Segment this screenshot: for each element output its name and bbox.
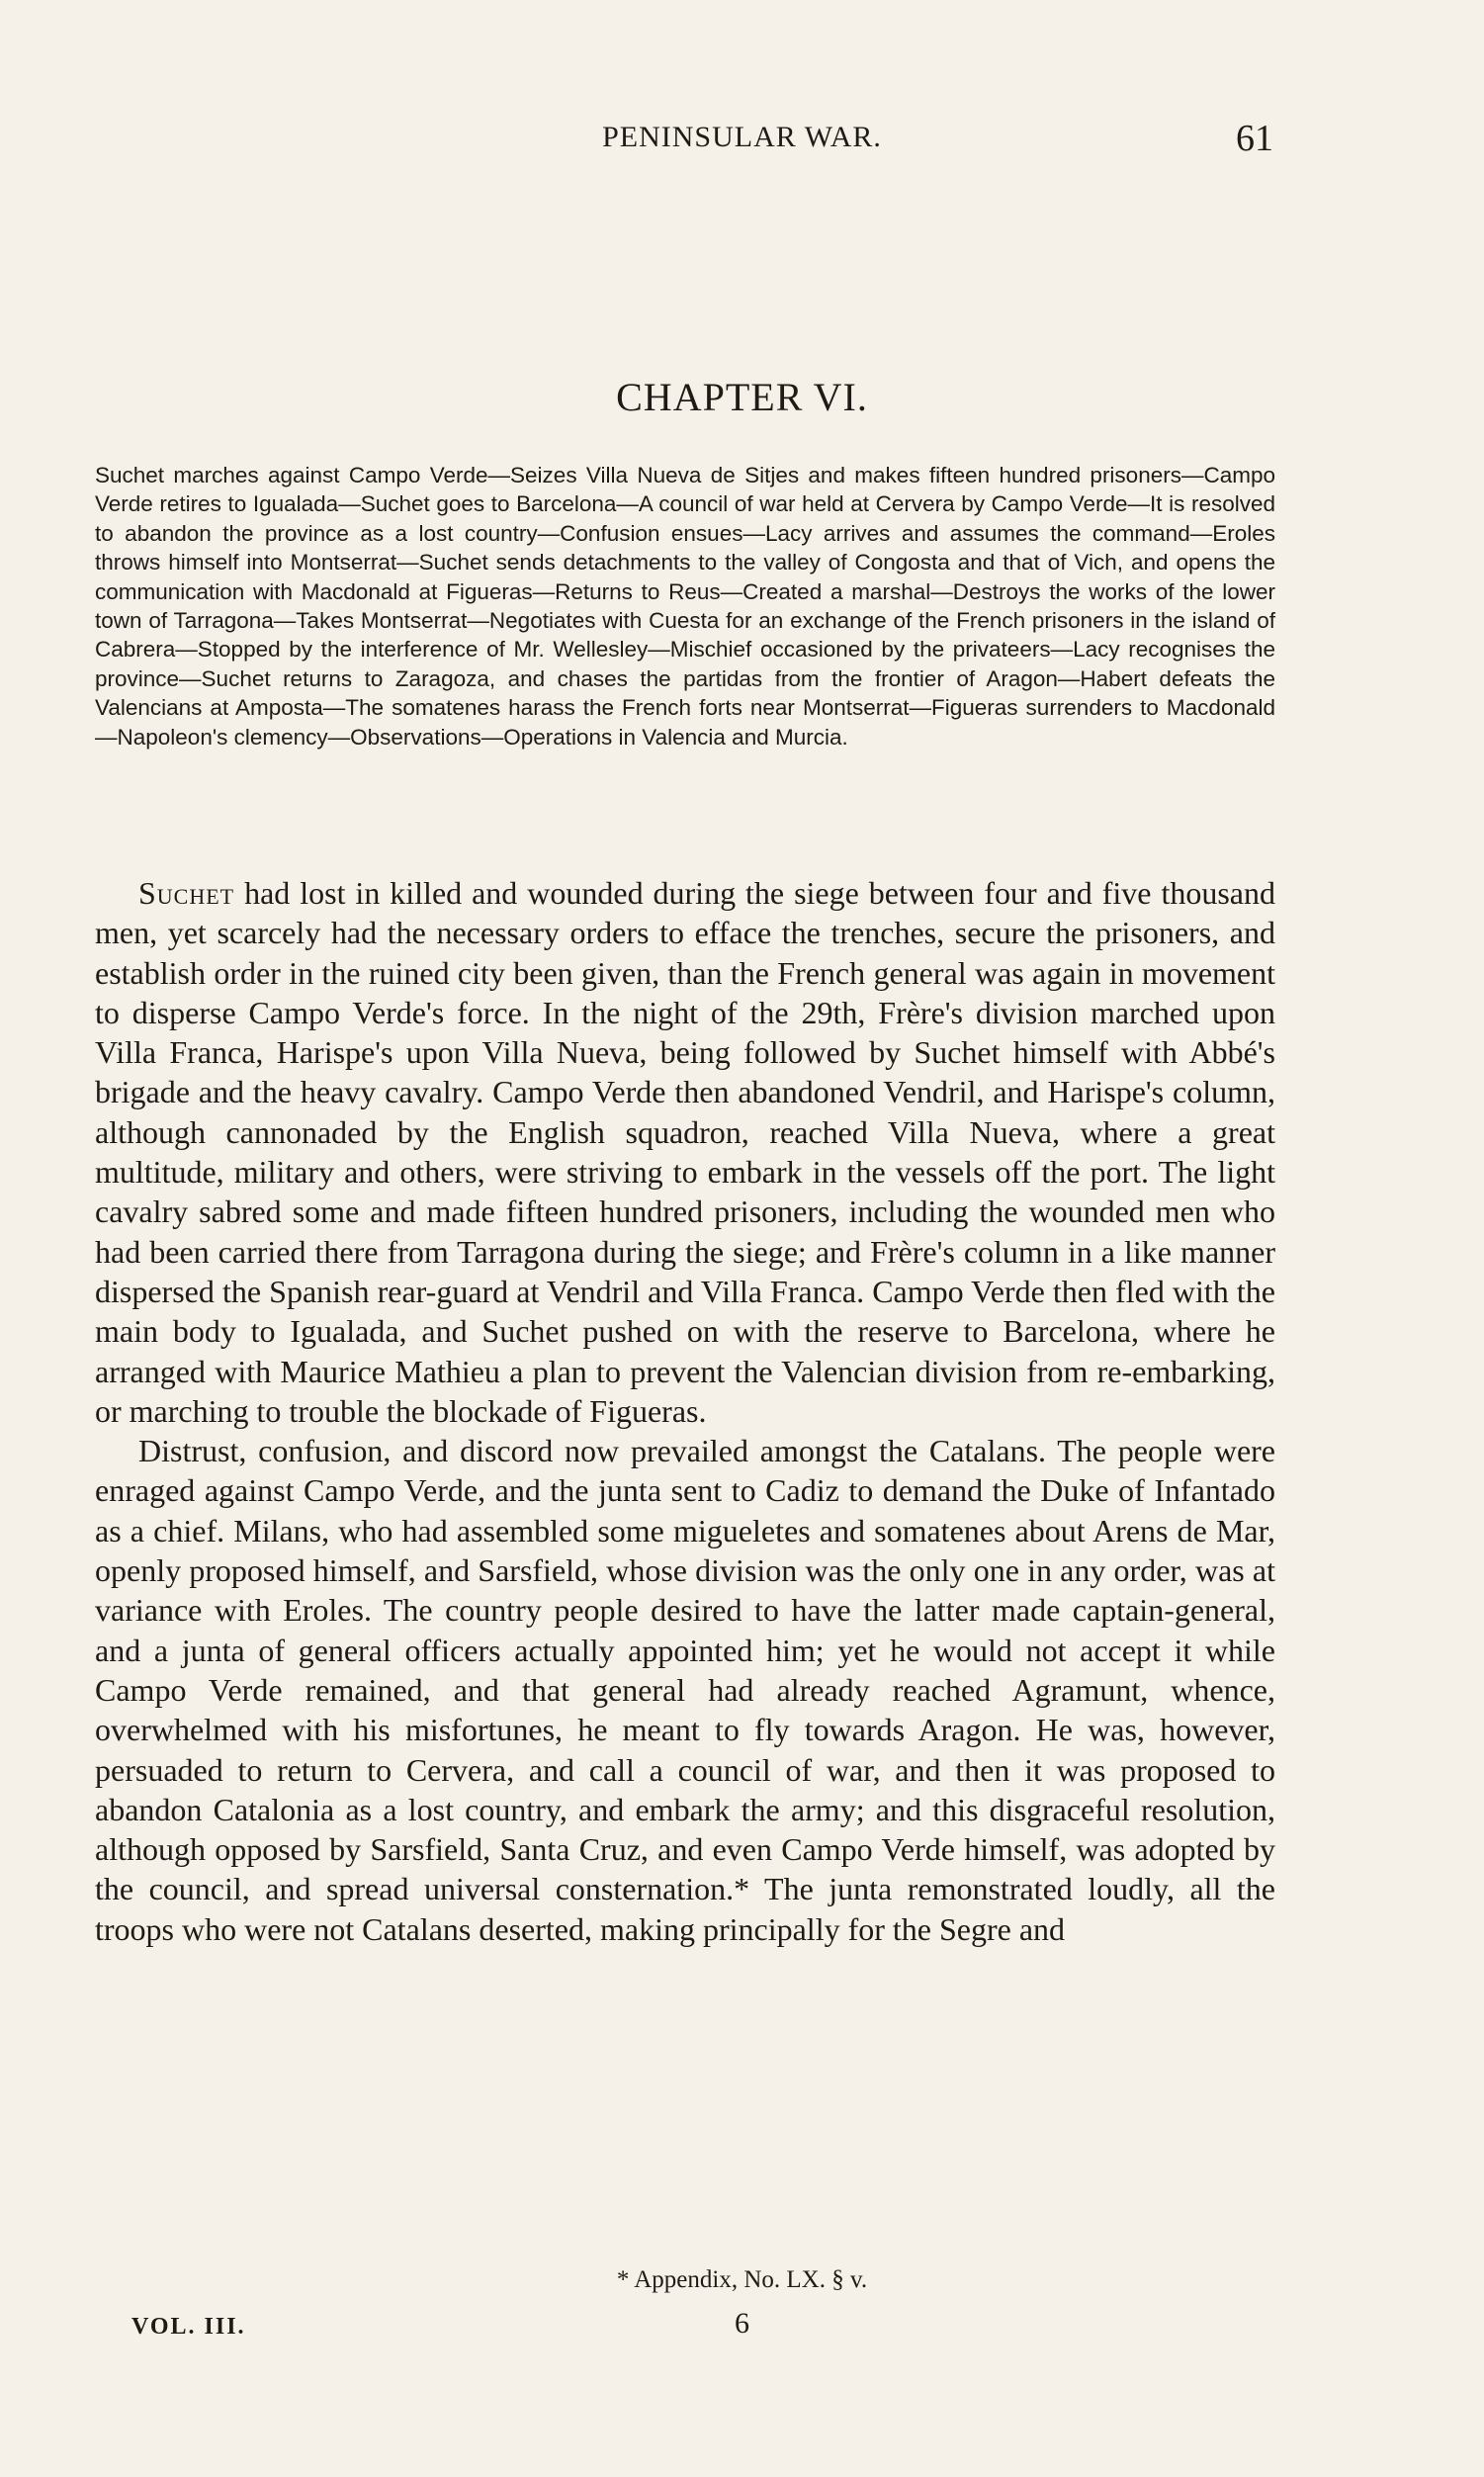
chapter-title: CHAPTER VI. [616,375,868,419]
signature-mark: 6 [735,2307,749,2340]
running-title: PENINSULAR WAR. [602,121,882,153]
body-text [95,873,1275,1949]
lead-word: Suchet [138,875,235,911]
running-head [0,117,1484,159]
paragraph-1-text: had lost in killed and wounded during the siege between four and five thousand men, yet scarcely had the necessary orders to efface the trenches, secure the prisoners, and establish order in the ruined city been given, than the French general was again in movement to disperse Campo Verde's force. In the night of the 29th, Frère's division marched upon Villa Franca, Harispe's upon Villa Nueva, being followed by Suchet himself with Abbé's brigade and the heavy cavalry. Campo Verde then abandoned Vendril, and Harispe's column, although cannonaded by the English squadron, reached Villa Nueva, where a great multitude, military and others, were striving to embark in the vessels off the port. The light cavalry sabred some and made fifteen hundred prisoners, including the wounded men who had been carried there from Tarragona during the siege; and Frère's column in a like manner dispersed the Spanish rear-guard at Vendril and Villa Franca. Campo Verde then fled with the main body to Igualada, and Suchet pushed on with the reserve to Barcelona, where he arranged with Maurice Mathieu a plan to prevent the Valencian division from re-embarking, or marching to trouble the blockade of Figueras. [95,875,1275,1429]
page-number: 61 [1236,118,1273,159]
chapter-summary: Suchet marches against Campo Verde—Seizes Villa Nueva de Sitjes and makes fifteen hundred prisoners—Campo Verde retires to Igualada—Suchet goes to Barcelona—A council of war held at Cervera by Campo Verde—It is resolved to abandon the province as a lost country—Confusion ensues—Lacy arrives and assumes the command—Eroles throws himself into Montserrat—Suchet sends detachments to the valley of Congosta and that of Vich, and opens the communication with Macdonald at Figueras—Returns to Reus—Created a marshal—Destroys the works of the lower town of Tarragona—Takes Montserrat—Negotiates with Cuesta for an exchange of the French prisoners in the island of Cabrera—Stopped by the interference of Mr. Wellesley—Mischief occasioned by the privateers—Lacy recognises the province—Suchet returns to Zaragoza, and chases the partidas from the frontier of Aragon—Habert defeats the Valencians at Amposta—The somatenes harass the French forts near Montserrat—Figueras surrenders to Macdonald—Napoleon's clemency—Observations—Operations in Valencia and Murcia. [95,463,1275,750]
paragraph-2: Distrust, confusion, and discord now prevailed amongst the Catalans. The people were enraged against Campo Verde, and the junta sent to Cadiz to demand the Duke of Infantado as a chief. Milans, who had assembled some migueletes and somatenes about Arens de Mar, openly proposed himself, and Sarsfield, whose division was the only one in any order, was at variance with Eroles. The country people desired to have the latter made captain-general, and a junta of general officers actually appointed him; yet he would not accept it while Campo Verde remained, and that general had already reached Agramunt, whence, overwhelmed with his misfortunes, he meant to fly towards Aragon. He was, however, persuaded to return to Cervera, and call a council of war, and then it was proposed to abandon Catalonia as a lost country, and embark the army; and this disgraceful resolution, although opposed by Sarsfield, Santa Cruz, and even Campo Verde himself, was adopted by the council, and spread universal consternation.* The junta remonstrated loudly, all the troops who were not Catalans deserted, making principally for the Segre and [95,1433,1275,1947]
footnote: * Appendix, No. LX. § v. [616,2266,868,2293]
paragraph-1 [95,873,1275,1431]
volume-label: VOL. III. [131,2314,246,2340]
